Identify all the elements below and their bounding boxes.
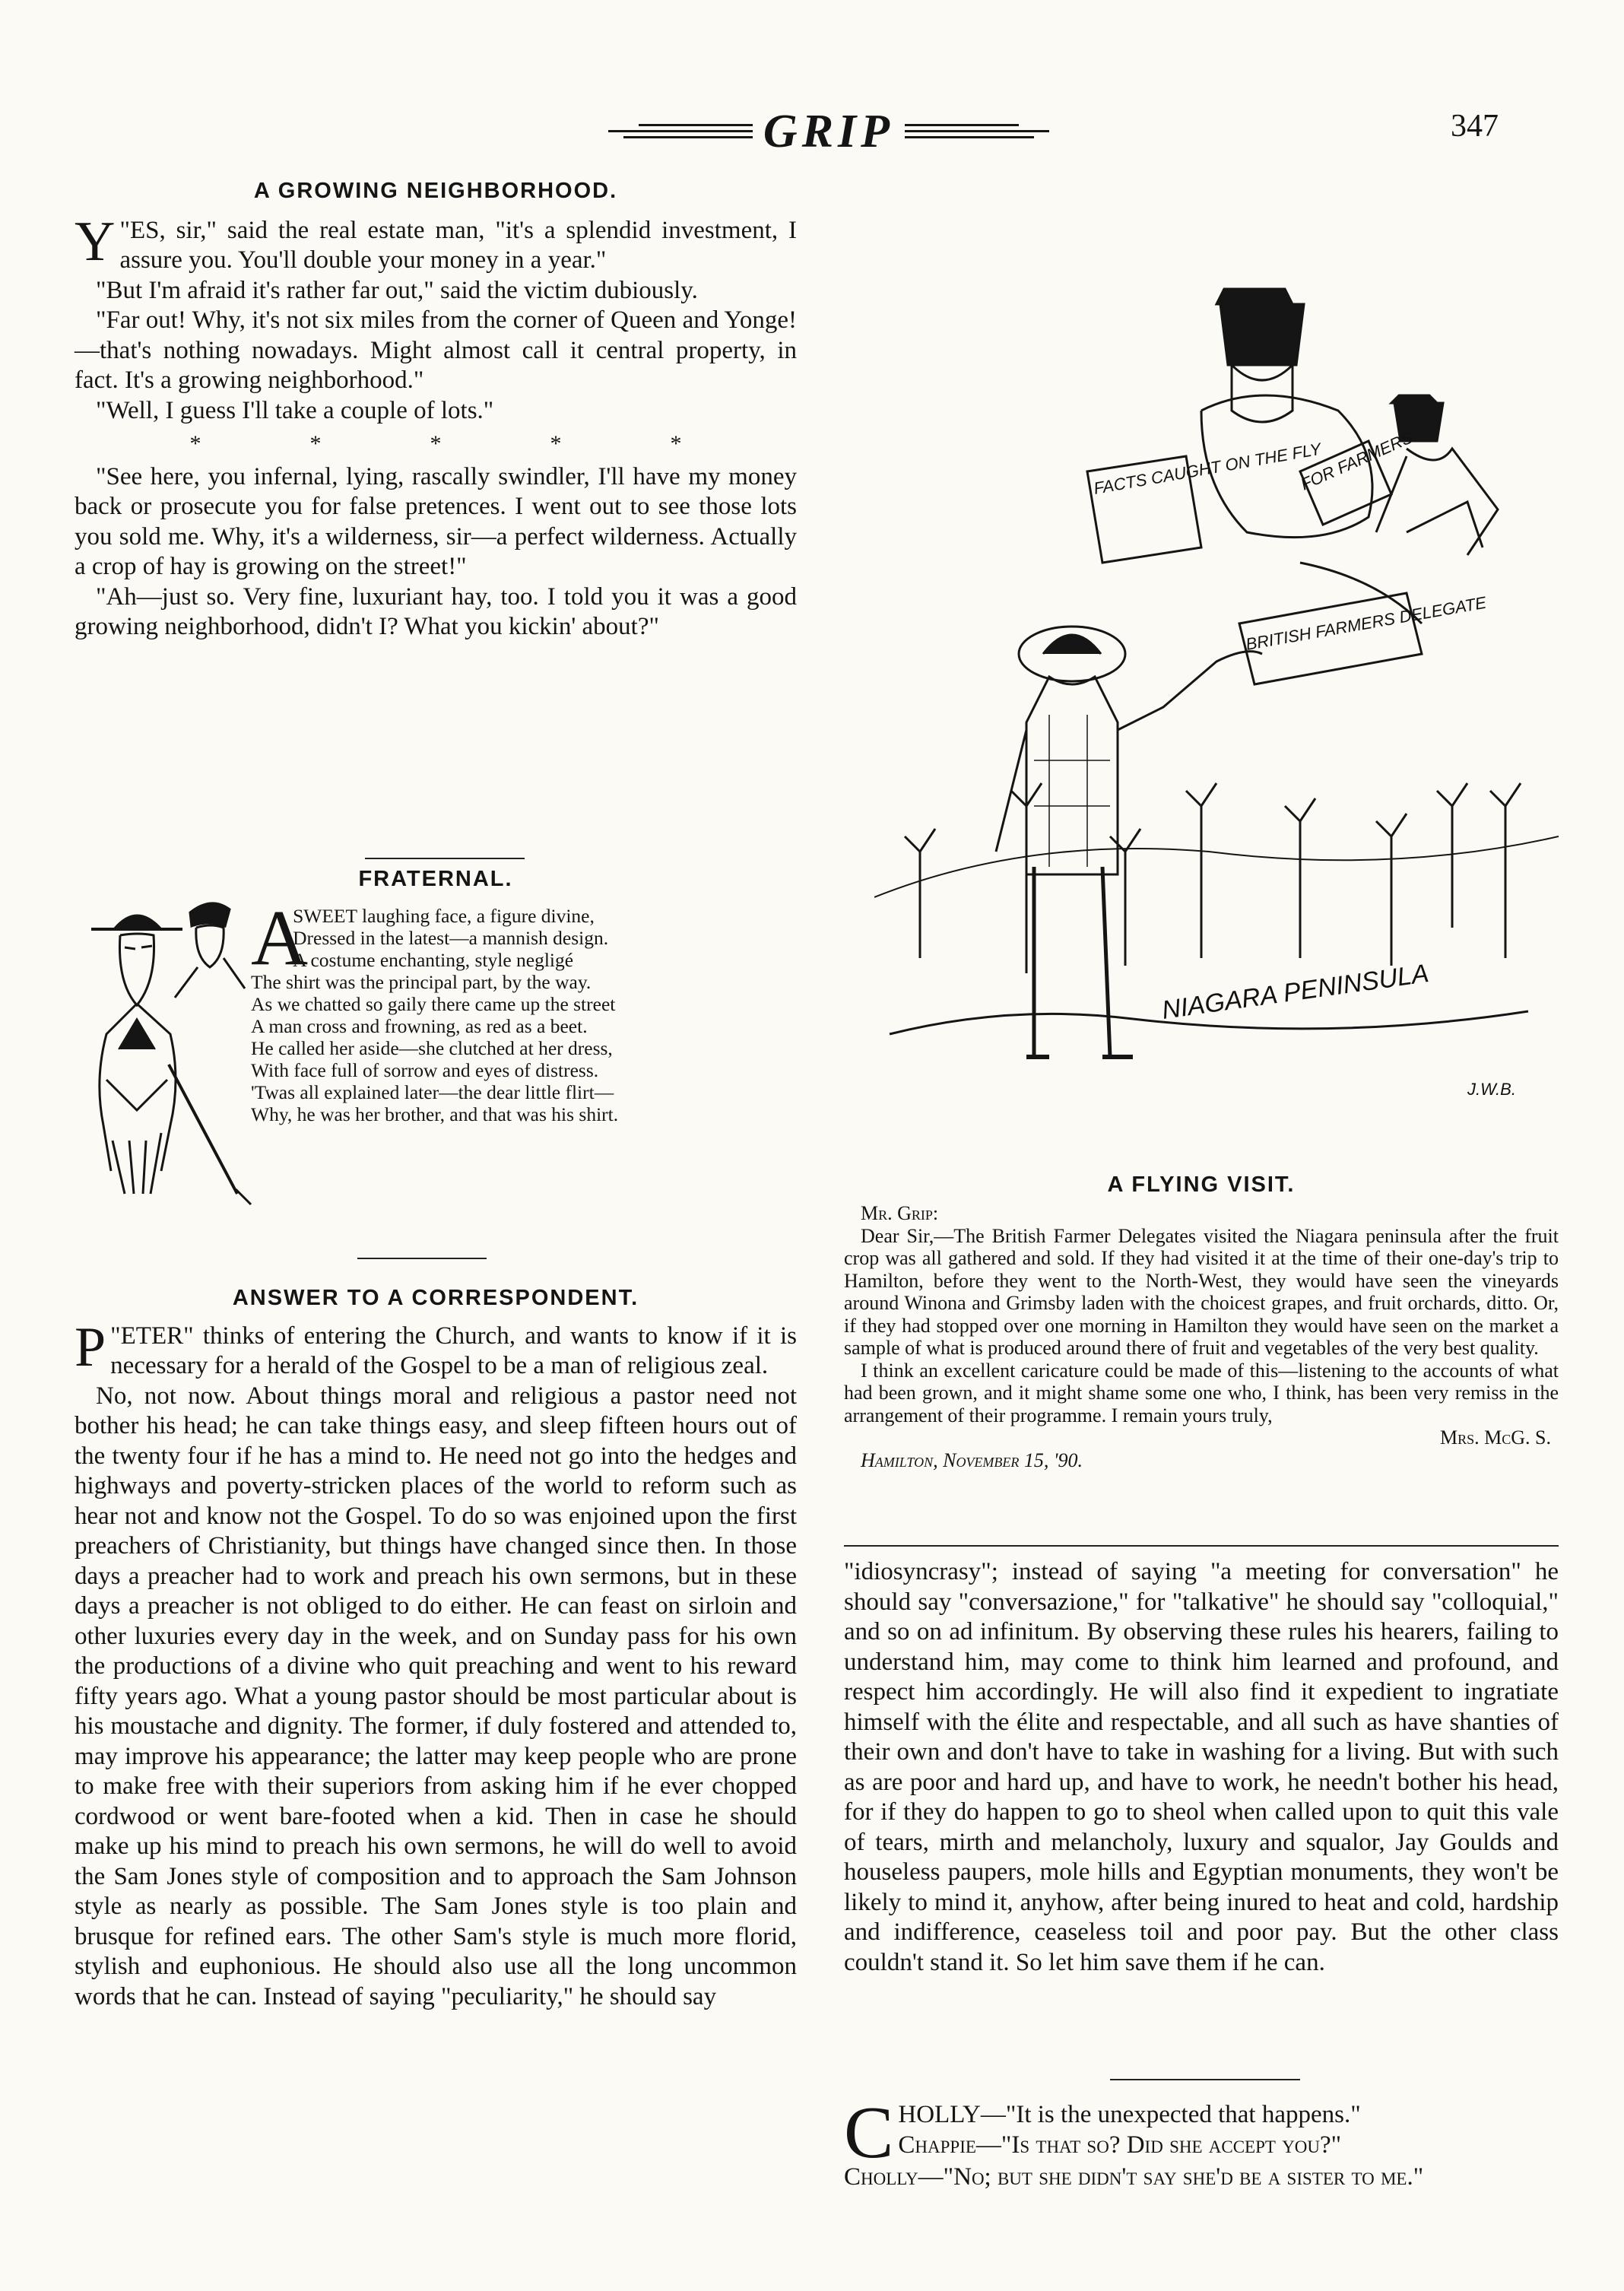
open-quote: " [119,216,130,244]
joke-cholly [844,2092,1559,2193]
poem-line: With face full of sorrow and eyes of distress. [251,1059,599,1081]
article-growing-neighborhood [75,176,797,643]
drop-cap: Y [75,210,116,273]
masthead-right-rule [905,121,1049,142]
cartoon-signature: J.W.B. [1467,1080,1516,1099]
joke-line: HOLLY—"It is the unexpected that happens." [898,2101,1361,2128]
poem-fraternal [251,894,798,1125]
article-paragraph: " P ETER" thinks of entering the Church, and wants to know if it is necessary for a herald of the Gospel to be a man of religious zeal. [75,1315,797,1379]
article-paragraph: " Y ES, sir," said the real estate man, "it's a splendid investment, I assure you. You'll double your money in a year." [75,210,797,274]
article-paragraph: "Far out! Why, it's not six miles from the corner of Queen and Yonge!—that's nothing nowadays. Might almost call it central property, in fact. It's a growing neighborhood." [75,306,797,394]
letter-heading: A FLYING VISIT. [1107,1172,1296,1197]
letter-dateline: Hamilton, November 15, '90. [861,1449,1083,1471]
article-paragraph: "Ah—just so. Very fine, luxuriant hay, too. I told you it was a good growing neighborhood, didn't I? What you kickin' about?" [75,582,797,640]
poem-line: A man cross and frowning, as red as a beet. [251,1015,588,1037]
article-paragraph: No, not now. About things moral and religious a pastor need not bother his head; he can take things easy, and sleep fifteen hours out of the twenty four if he has a mind to. He need not go into the hedges and highways and poverty-stricken places of the world to reform such as hear not and know not the Gospel. To do so was enjoined upon the first preachers of Christianity, but things have changed since then. In those days a preacher had to work and preach his own sermons, but in these days a preacher is not obliged to do either. He can feast on sirloin and other luxuries every day in the week, and on Sunday pass for his own the productions of a divine who quit preaching and went to his reward fifty years ago. What a young pastor should be most particular about is his moustache and dignity. The former, if duly fostered and attended to, may improve his appearance; the latter may keep people who are prone to make free with their superiors from asking him if he ever chopped cordwood or went bare-footed when a kid. Then in case he should make up his mind to preach his own sermons, he will do well to avoid the Sam Jones style of composition and to approach the Sam Johnson style as nearly as possible. The Sam Jones style is too plain and brusque for refined ears. The other Sam's style is much more florid, stylish and euphonious. He should also use all the long uncommon words that he can. Instead of saying "peculiarity," he should say [75,1382,797,2010]
poem-line: 'Twas all explained later—the dear little flirt— [251,1081,614,1103]
divider [1110,2079,1300,2080]
divider [357,1258,487,1259]
section-stars: * * * * * [189,431,682,456]
poem-line: A costume enchanting, style negligé [293,949,574,971]
poem-line: Why, he was her brother, and that was his shirt. [251,1103,619,1125]
letter-salutation: Mr. Grip: [861,1202,939,1224]
divider [365,858,525,859]
page-number: 347 [1451,109,1499,144]
cartoon-label: NIAGARA PENINSULA [1159,959,1431,1025]
divider [844,1545,1559,1547]
joke-line: Cholly—"No; but she didn't say she'd be a sister to me." [844,2163,1424,2191]
letter-flying-visit [844,1172,1559,1471]
article-paragraph: "See here, you infernal, lying, rascally swindler, I'll have my money back or prosecute you for false pretences. I went out to see those lots you sold me. Why, it's a wilderness, sir—a perfect wilderness. Actually a crop of hay is growing on the street!" [75,462,797,580]
letter-paragraph: Dear Sir,—The British Farmer Delegates visited the Niagara peninsula after the fruit crop was all gathered and sold. If they had visited it at the time of their one-day's trip to Hamilton, before they went to the North-West, they would have seen the vineyards around Winona and Grimsby laden with the choicest grapes, and fruit orchards, ditto. Or, if they had stopped over one morning in Hamilton they would have seen on the market a sample of what is produced around there of fruit and vegetables of the very best quality. [844,1224,1559,1359]
masthead-left-rule [608,121,753,142]
open-quote: " [110,1322,121,1350]
cartoon-label: FACTS CAUGHT ON THE FLY [1092,439,1323,498]
poem-line: Dressed in the latest—a mannish design. [293,927,609,949]
drop-cap: P [75,1315,106,1379]
masthead [563,97,1095,166]
drop-cap: C [844,2092,894,2174]
fraternal-illustration [76,882,259,1217]
poem-line: He called her aside—she clutched at her dress, [251,1037,613,1059]
joke-line: Chappie—"Is that so? Did she accept you?" [898,2131,1342,2159]
cartoon-flying-visit [874,228,1559,1110]
article-heading: A GROWING NEIGHBORHOOD. [253,179,618,203]
poem-line: The shirt was the principal part, by the way. [251,971,592,993]
cartoon-label: FOR FARMERS [1297,427,1416,494]
drop-cap: A [251,894,309,982]
masthead-title: GRIP [763,105,895,157]
article-answer-continued [844,1557,1559,1978]
letter-paragraph: I think an excellent caricature could be made of this—listening to the accounts of what had been grown, and it might shame some one who, I think, has been very remiss in the arrangement of their programme. I remain yours truly, [844,1359,1559,1426]
poem-heading: FRATERNAL. [358,867,513,891]
article-paragraph: "Well, I guess I'll take a couple of lots." [96,396,494,424]
article-answer-correspondent [75,1284,797,2012]
poem-line: As we chatted so gaily there came up the street [251,993,616,1015]
article-paragraph: "idiosyncrasy"; instead of saying "a meeting for conversation" he should say "conversazione," for "talkative" he should say "colloquial," and so on ad infinitum. By observing these rules his hearers, failing to understand him, may come to think him learned and profound, and respect him accordingly. He will also find it expedient to ingratiate himself with the élite and respectable, and all such as have shanties of their own and don't have to take in washing for a living. But with such as are poor and hard up, and have to work, he needn't bother his head, for if they do happen to go to sheol when called upon to quit this vale of tears, mirth and melancholy, luxury and squalor, Jay Goulds and houseless paupers, mole hills and Egyptian monuments, they won't be likely to mind it, anyhow, after being inured to heat and cold, hardship and indifference, ceaseless toil and poor pay. But the other class couldn't stand it. So let him save them if he can. [844,1558,1559,1976]
cartoon-label: BRITISH FARMERS DELEGATE [1244,592,1488,654]
article-heading: ANSWER TO A CORRESPONDENT. [232,1286,639,1310]
poem-line: SWEET laughing face, a figure divine, [293,905,595,927]
letter-signature: Mrs. McG. S. [1440,1426,1551,1449]
article-paragraph: "But I'm afraid it's rather far out," said the victim dubiously. [96,276,698,304]
